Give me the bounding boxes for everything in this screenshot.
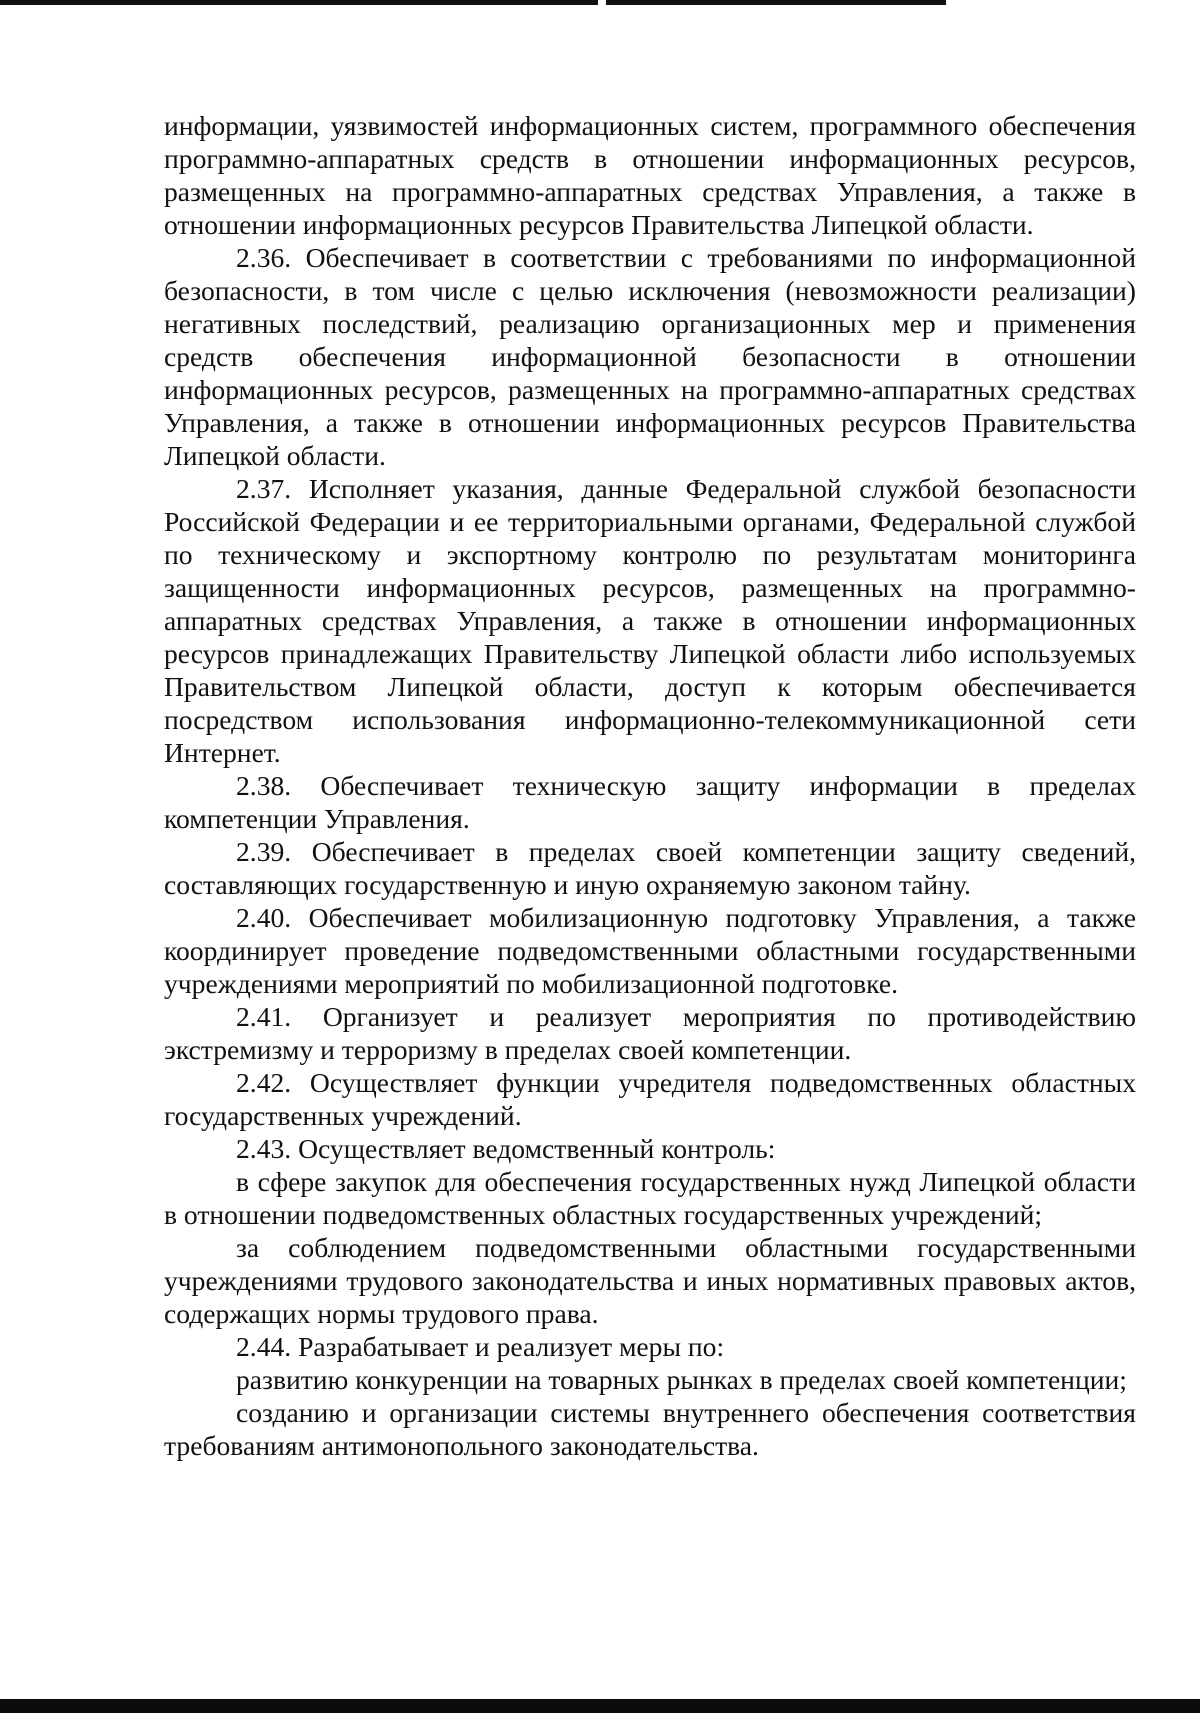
paragraph-2-38: 2.38. Обеспечивает техническую защиту информации в пределах компетенции Управления. <box>164 770 1136 834</box>
paragraph-2-44: 2.44. Разрабатывает и реализует меры по: <box>236 1331 725 1362</box>
paragraph-2-43: 2.43. Осуществляет ведомственный контроль: <box>236 1133 776 1164</box>
scan-edge-top-right <box>606 0 946 5</box>
paragraph-2-44-item-compliance: созданию и организации системы внутреннего обеспечения соответствия требованиям антимонопольного законодательства. <box>164 1397 1136 1461</box>
paragraph-continuation: информации, уязвимостей информационных систем, программного обеспечения программно-аппаратных средств в отношении информационных ресурсов, размещенных на программно-аппаратных средствах Управления, а также в отношении информационных ресурсов Правительства Липецкой области. <box>164 110 1136 240</box>
paragraph-2-41: 2.41. Организует и реализует мероприятия по противодействию экстремизму и терроризму в пределах своей компетенции. <box>164 1001 1136 1065</box>
scan-edge-top-left <box>0 0 598 5</box>
paragraph-2-44-item-competition: развитию конкуренции на товарных рынках в пределах своей компетенции; <box>236 1364 1127 1395</box>
paragraph-2-42: 2.42. Осуществляет функции учредителя подведомственных областных государственных учреждений. <box>164 1067 1136 1131</box>
paragraph-2-37: 2.37. Исполняет указания, данные Федеральной службой безопасности Российской Федерации и ее территориальными органами, Федеральной службой по техническому и экспортному контролю по результатам мониторинга защищенности информационных ресурсов, размещенных на программно-аппаратных средствах Управления, а также в отношении информационных ресурсов принадлежащих Правительству Липецкой области либо используемых Правительством Липецкой области, доступ к которым обеспечивается посредством использования информационно-телекоммуникационной сети Интернет. <box>164 473 1136 768</box>
paragraph-2-43-item-procurement: в сфере закупок для обеспечения государственных нужд Липецкой области в отношении подведомственных областных государственных учреждений; <box>164 1166 1136 1230</box>
paragraph-2-43-item-labor: за соблюдением подведомственными областными государственными учреждениями трудового законодательства и иных нормативных правовых актов, содержащих нормы трудового права. <box>164 1232 1136 1329</box>
paragraph-2-40: 2.40. Обеспечивает мобилизационную подготовку Управления, а также координирует проведение подведомственными областными государственными учреждениями мероприятий по мобилизационной подготовке. <box>164 902 1136 999</box>
scan-edge-bottom <box>0 1699 1200 1713</box>
paragraph-2-39: 2.39. Обеспечивает в пределах своей компетенции защиту сведений, составляющих государственную и иную охраняемую законом тайну. <box>164 836 1136 900</box>
document-body <box>164 109 1136 1462</box>
paragraph-2-36: 2.36. Обеспечивает в соответствии с требованиями по информационной безопасности, в том числе с целью исключения (невозможности реализации) негативных последствий, реализацию организационных мер и применения средств обеспечения информационной безопасности в отношении информационных ресурсов, размещенных на программно-аппаратных средствах Управления, а также в отношении информационных ресурсов Правительства Липецкой области. <box>164 242 1136 471</box>
